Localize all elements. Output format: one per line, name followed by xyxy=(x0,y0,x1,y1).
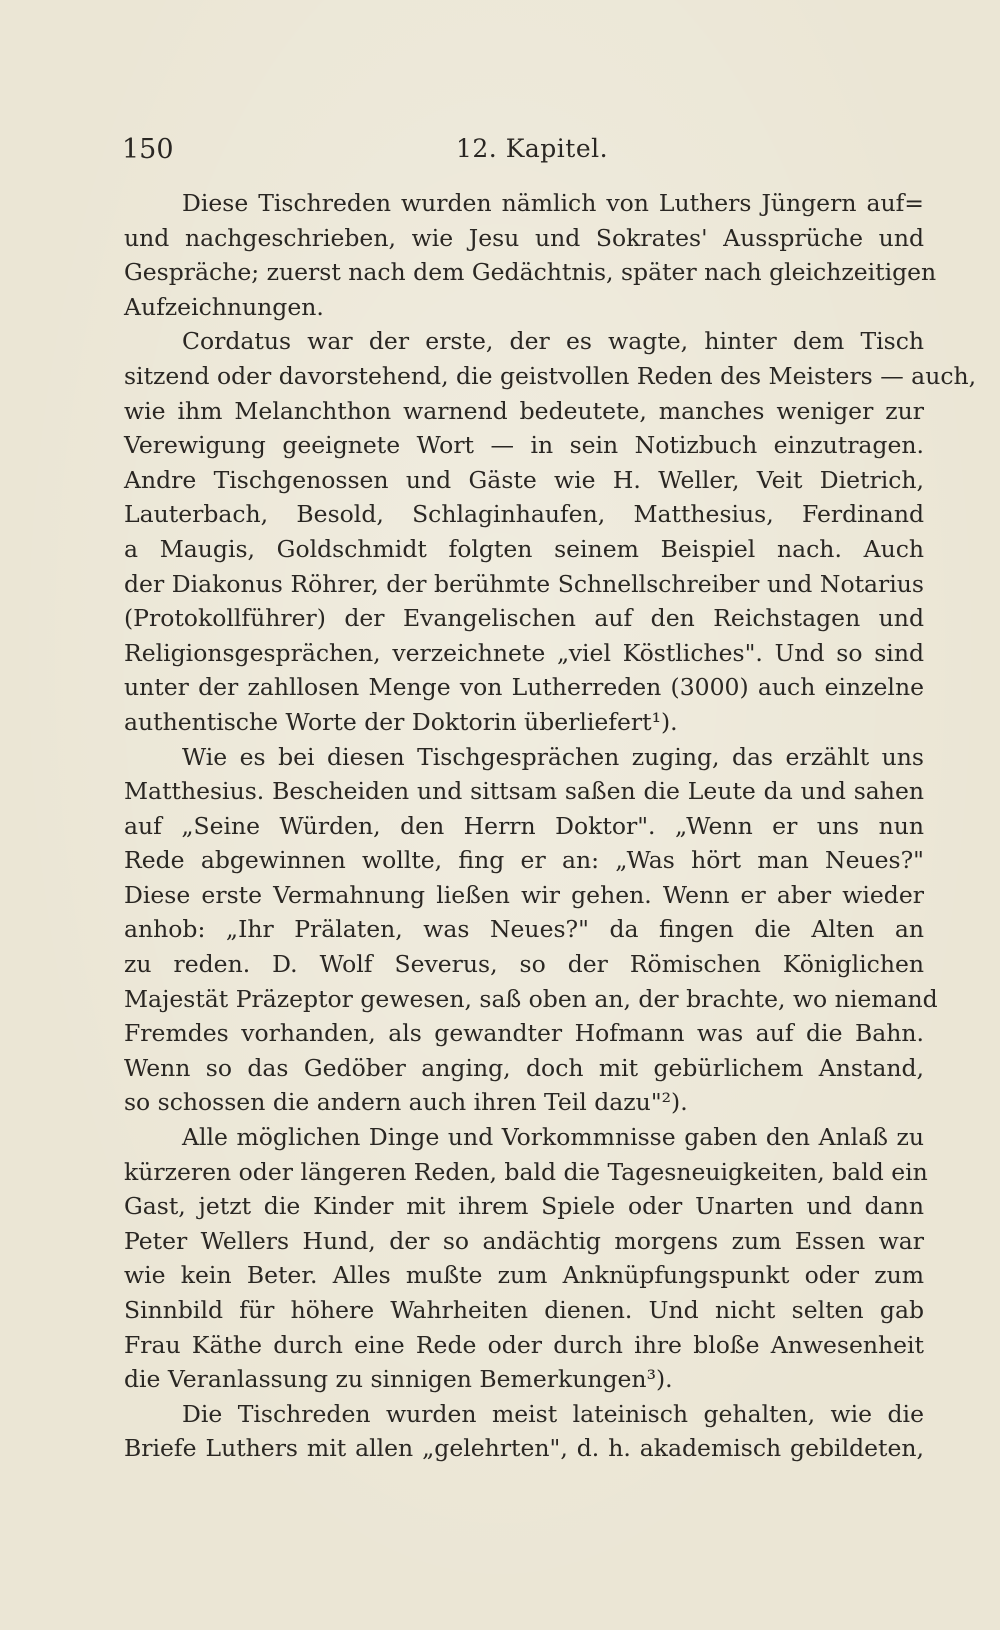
text-line: (Protokollführer) der Evangelischen auf den Reichstagen und xyxy=(124,604,924,633)
text-line: wie kein Beter. Alles mußte zum Anknüpfungspunkt oder zum xyxy=(124,1261,924,1290)
text-line: der Diakonus Röhrer, der berühmte Schnellschreiber und Notarius xyxy=(124,569,924,598)
body-text xyxy=(124,186,977,1466)
paragraph-4 xyxy=(124,1120,928,1397)
text-line: Lauterbach, Besold, Schlaginhaufen, Matthesius, Ferdinand xyxy=(124,500,924,529)
text-line: Cordatus war der erste, der es wagte, hinter dem Tisch xyxy=(182,327,924,356)
text-line: Aufzeichnungen. xyxy=(124,292,324,321)
text-line: Sinnbild für höhere Wahrheiten dienen. Und nicht selten gab xyxy=(124,1296,924,1324)
text-line: Majestät Präzeptor gewesen, saß oben an, der brachte, wo niemand xyxy=(124,984,938,1013)
text-line: wie ihm Melanchthon warnend bedeutete, manches weniger zur xyxy=(124,396,924,425)
paragraph-3 xyxy=(124,740,938,1121)
text-line: Andre Tischgenossen und Gäste wie H. Weller, Veit Dietrich, xyxy=(124,465,924,494)
text-line: Rede abgewinnen wollte, fing er an: „Was hört man Neues?" xyxy=(124,846,924,875)
text-line: Die Tischreden wurden meist lateinisch gehalten, wie die xyxy=(182,1399,924,1428)
text-line: sitzend oder davorstehend, die geistvollen Reden des Meisters — auch, xyxy=(124,361,977,390)
text-line: Briefe Luthers mit allen „gelehrten", d. h. akademisch gebildeten, xyxy=(124,1434,924,1463)
text-line: authentische Worte der Doktorin überliefert¹). xyxy=(124,707,678,736)
paragraph-2 xyxy=(124,324,977,739)
text-line: Fremdes vorhanden, als gewandter Hofmann was auf die Bahn. xyxy=(124,1019,924,1048)
text-line: Alle möglichen Dinge und Vorkommnisse gaben den Anlaß zu xyxy=(182,1123,924,1152)
text-line: Matthesius. Bescheiden und sittsam saßen die Leute da und sahen xyxy=(124,777,924,806)
text-line: Wie es bei diesen Tischgesprächen zuging, das erzählt uns xyxy=(182,742,924,771)
running-head: 12. Kapitel. xyxy=(456,134,609,163)
text-line: Gespräche; zuerst nach dem Gedächtnis, später nach gleichzeitigen xyxy=(124,258,937,287)
text-line: Diese Tischreden wurden nämlich von Luthers Jüngern auf= xyxy=(182,189,924,217)
page-number: 150 xyxy=(122,134,174,165)
text-line: Diese erste Vermahnung ließen wir gehen. Wenn er aber wieder xyxy=(124,880,924,909)
text-line: a Maugis, Goldschmidt folgten seinem Beispiel nach. Auch xyxy=(124,534,924,563)
text-line: auf „Seine Würden, den Herrn Doktor". „Wenn er uns nun xyxy=(124,811,924,840)
page-header xyxy=(122,134,922,174)
text-line: unter der zahllosen Menge von Lutherreden (3000) auch einzelne xyxy=(124,673,924,702)
text-line: Peter Wellers Hund, der so andächtig morgens zum Essen war xyxy=(124,1226,924,1255)
paragraph-1 xyxy=(124,186,937,324)
text-line: Verewigung geeignete Wort — in sein Notizbuch einzutragen. xyxy=(124,431,924,460)
text-line: und nachgeschrieben, wie Jesu und Sokrates' Aussprüche und xyxy=(124,223,924,252)
text-line: Wenn so das Gedöber anging, doch mit gebürlichem Anstand, xyxy=(124,1053,924,1082)
text-line: die Veranlassung zu sinnigen Bemerkungen³). xyxy=(124,1365,673,1394)
text-line: Gast, jetzt die Kinder mit ihrem Spiele oder Unarten und dann xyxy=(124,1192,924,1221)
text-line: Frau Käthe durch eine Rede oder durch ihre bloße Anwesenheit xyxy=(124,1330,924,1359)
text-line: zu reden. D. Wolf Severus, so der Römischen Königlichen xyxy=(124,950,924,979)
text-line: so schossen die andern auch ihren Teil dazu"²). xyxy=(124,1088,688,1117)
text-line: Religionsgesprächen, verzeichnete „viel Köstliches". Und so sind xyxy=(124,638,924,667)
text-line: anhob: „Ihr Prälaten, was Neues?" da fingen die Alten an xyxy=(124,915,924,944)
paragraph-5 xyxy=(124,1397,924,1466)
text-line: kürzeren oder längeren Reden, bald die Tagesneuigkeiten, bald ein xyxy=(124,1157,928,1186)
